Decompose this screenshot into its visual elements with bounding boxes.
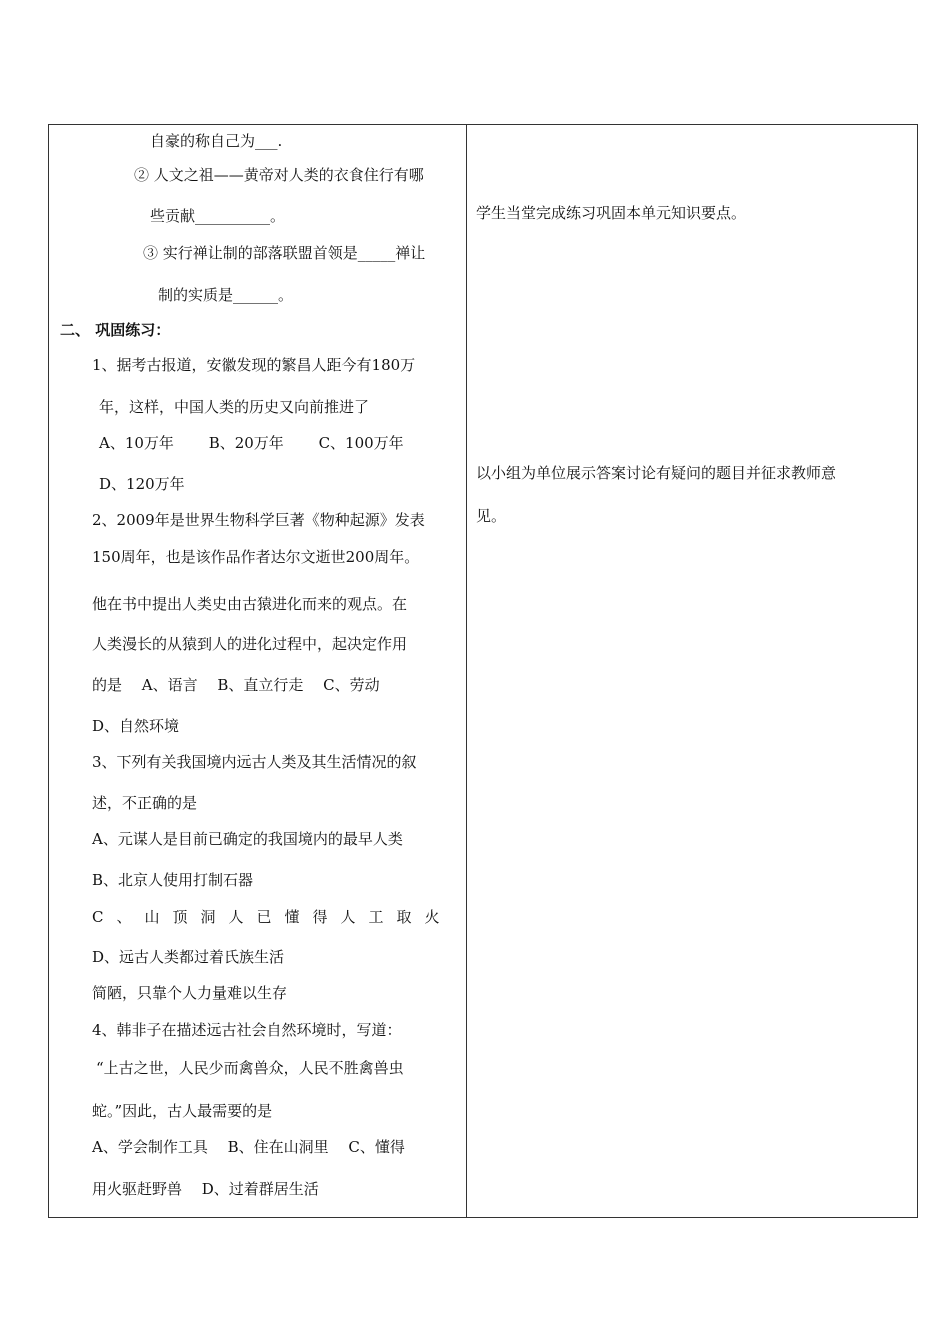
question-option: C、山顶洞人已懂得人工取火 [92,908,453,926]
question-option: A、元谋人是目前已确定的我国境内的最早人类 [92,830,403,848]
review-line: 自豪的称自己为___. [150,132,283,150]
review-line: 制的实质是______。 [158,286,294,304]
question-line: 3、下列有关我国境内远古人类及其生活情况的叙 [92,753,417,771]
review-line: ② 人文之祖——黄帝对人类的衣食住行有哪 [134,166,424,184]
question-line: 蛇。”因此，古人最需要的是 [92,1102,273,1120]
question-line: 年，这样，中国人类的历史又向前推进了 [99,398,370,416]
question-option: D、远古人类都过着氏族生活 [92,948,285,966]
question-line: 人类漫长的从猿到人的进化过程中，起决定作用 [92,635,408,653]
activity-note: 学生当堂完成练习巩固本单元知识要点。 [476,204,747,222]
question-line: 2、2009年是世界生物科学巨著《物种起源》发表 [92,511,425,529]
question-line: 1、据考古报道，安徽发现的繁昌人距今有180万 [92,356,416,374]
section-heading: 二、 巩固练习： [60,321,171,339]
question-line: 他在书中提出人类史由古猿进化而来的观点。在 [92,595,408,613]
activity-note: 见。 [476,507,507,525]
question-option: D、自然环境 [92,717,180,735]
review-line: ③ 实行禅让制的部落联盟首领是_____禅让 [143,244,426,262]
question-option: A、学会制作工具 B、住在山洞里 C、懂得 [92,1138,405,1156]
question-line: 述，不正确的是 [92,794,198,812]
question-option: 用火驱赶野兽 D、过着群居生活 [92,1180,319,1198]
question-option: A、10万年 B、20万年 C、100万年 [99,434,404,452]
question-line: 150周年，也是该作品作者达尔文逝世200周年。 [92,548,420,566]
question-option: B、北京人使用打制石器 [92,871,254,889]
activity-note: 以小组为单位展示答案讨论有疑问的题目并征求教师意 [476,464,837,482]
question-option: 的是 A、语言 B、直立行走 C、劳动 [92,676,380,694]
review-line: 些贡献__________。 [150,207,286,225]
question-line: 4、韩非子在描述远古社会自然环境时，写道： [92,1021,402,1039]
question-option: D、120万年 [99,475,185,493]
question-line: “上古之世，人民少而禽兽众，人民不胜禽兽虫 [96,1059,404,1077]
question-line: 简陋，只靠个人力量难以生存 [92,984,288,1002]
column-divider [466,124,467,1218]
